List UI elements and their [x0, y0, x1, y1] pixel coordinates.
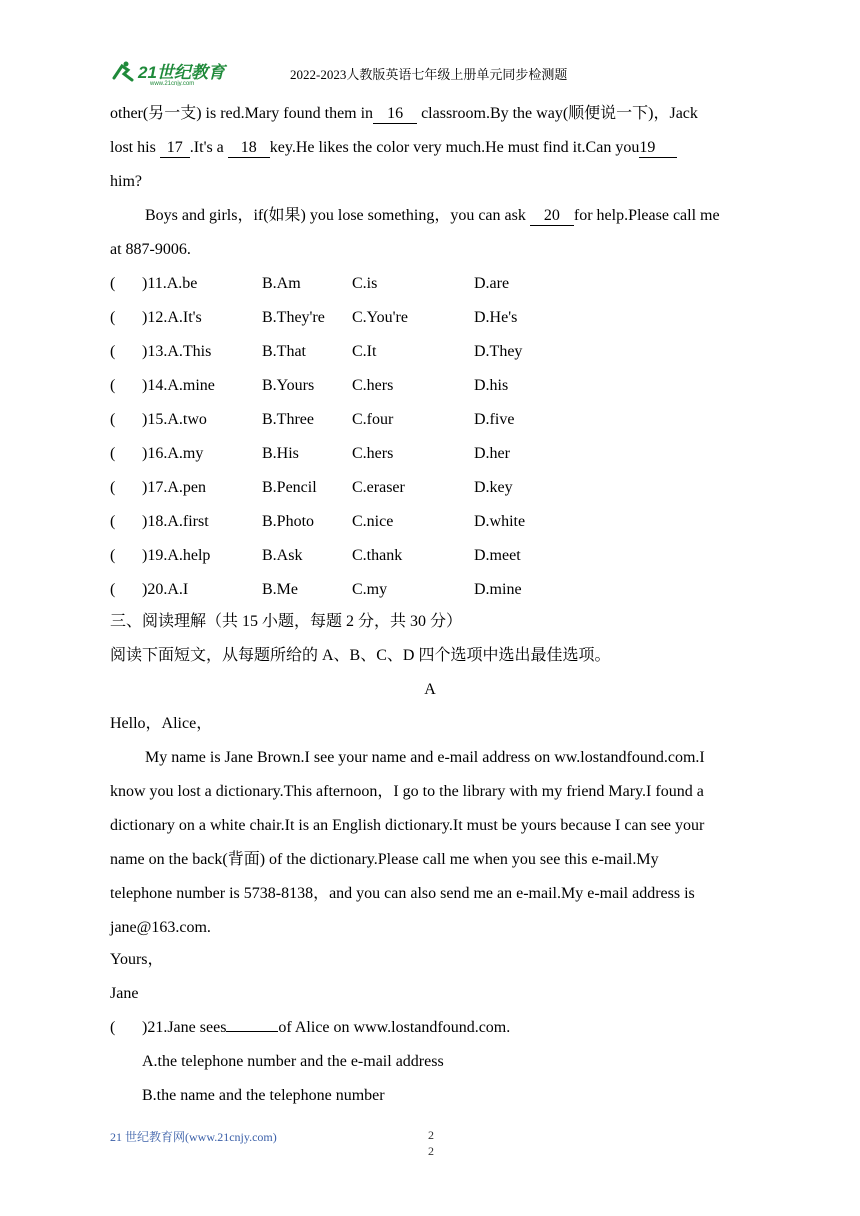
- question-stem: )21.Jane sees of Alice on www.lostandfound.com.: [142, 1019, 511, 1036]
- blank-17: 17: [160, 139, 190, 158]
- option-c: C.is: [352, 275, 378, 292]
- answer-paren[interactable]: (: [110, 513, 116, 530]
- option-a: )12.A.It's: [142, 309, 202, 326]
- option-b: B.Ask: [262, 547, 303, 564]
- letter-line-4: name on the back(背面) of the dictionary.Please call me when you see this e-mail.My: [110, 851, 659, 868]
- page-header: [110, 58, 760, 88]
- option-b: B.Photo: [262, 513, 315, 530]
- letter-line-1: My name is Jane Brown.I see your name and e-mail address on ww.lostandfound.com.I: [145, 749, 705, 766]
- option-d: D.meet: [474, 547, 521, 564]
- option-a: )11.A.be: [142, 275, 198, 292]
- option-d: D.are: [474, 275, 510, 292]
- option-b: B.Am: [262, 275, 301, 292]
- option-c: C.It: [352, 343, 377, 360]
- option-a: A.the telephone number and the e-mail address: [142, 1053, 444, 1070]
- option-b: B.That: [262, 343, 306, 360]
- option-d: D.key: [474, 479, 513, 496]
- option-c: C.my: [352, 581, 388, 598]
- passage-line-3: him?: [110, 173, 142, 190]
- letter-line-2: know you lost a dictionary.This afternoon，I go to the library with my friend Mary.I found a: [110, 783, 704, 800]
- answer-paren[interactable]: (: [110, 309, 116, 326]
- option-c: C.nice: [352, 513, 394, 530]
- logo-21cnjy: [110, 60, 270, 86]
- passage-label: A: [424, 681, 436, 698]
- blank-16: 16: [373, 105, 417, 124]
- option-a: )18.A.first: [142, 513, 209, 530]
- option-b: B.His: [262, 445, 299, 462]
- letter-line-3: dictionary on a white chair.It is an English dictionary.It must be yours because I can see your: [110, 817, 705, 834]
- option-d: D.his: [474, 377, 509, 394]
- option-c: C.eraser: [352, 479, 405, 496]
- blank-18: 18: [228, 139, 270, 158]
- section-instruction: 阅读下面短文，从每题所给的 A、B、C、D 四个选项中选出最佳选项。: [110, 647, 611, 664]
- answer-paren[interactable]: (: [110, 275, 116, 292]
- header-title: 2022-2023人教版英语七年级上册单元同步检测题: [290, 67, 568, 82]
- answer-paren[interactable]: (: [110, 377, 116, 394]
- option-c: C.thank: [352, 547, 403, 564]
- option-d: D.They: [474, 343, 523, 360]
- option-c: C.You're: [352, 309, 408, 326]
- option-c: C.four: [352, 411, 394, 428]
- blank-20: 20: [530, 207, 574, 226]
- option-a: )17.A.pen: [142, 479, 206, 496]
- option-a: )13.A.This: [142, 343, 212, 360]
- option-b: B.They're: [262, 309, 325, 326]
- answer-paren[interactable]: (: [110, 445, 116, 462]
- option-d: D.He's: [474, 309, 518, 326]
- blank-19: 19: [639, 139, 677, 158]
- passage-line-5: at 887-9006.: [110, 241, 191, 258]
- option-c: C.hers: [352, 445, 394, 462]
- letter-signature: Jane: [110, 985, 139, 1002]
- letter-line-5: telephone number is 5738-8138，and you can also send me an e-mail.My e-mail address is: [110, 885, 695, 902]
- option-d: D.white: [474, 513, 526, 530]
- page-number: 2: [428, 1144, 434, 1158]
- answer-paren[interactable]: (: [110, 581, 116, 598]
- letter-closing: Yours，: [110, 951, 164, 968]
- section-heading: 三、阅读理解（共 15 小题，每题 2 分，共 30 分）: [110, 613, 463, 630]
- answer-paren[interactable]: (: [110, 547, 116, 564]
- answer-paren[interactable]: (: [110, 343, 116, 360]
- passage-line-4: Boys and girls，if(如果) you lose something，you can ask 20 for help.Please call me: [145, 207, 720, 224]
- option-b: B.Pencil: [262, 479, 317, 496]
- option-b: B.Three: [262, 411, 314, 428]
- passage-line-2: lost his 17 .It's a 18 key.He likes the color very much.He must find it.Can you19: [110, 138, 677, 158]
- option-a: )14.A.mine: [142, 377, 215, 394]
- answer-paren[interactable]: (: [110, 411, 116, 428]
- option-a: )16.A.my: [142, 445, 204, 462]
- answer-blank: [226, 1031, 278, 1032]
- answer-paren[interactable]: (: [110, 1019, 116, 1036]
- svg-text:www.21cnjy.com: www.21cnjy.com: [150, 81, 195, 86]
- page-number: 2: [428, 1128, 434, 1142]
- passage-line-1: other(另一支) is red.Mary found them in 16 classroom.By the way(顺便说一下)，Jack: [110, 105, 698, 122]
- option-d: D.mine: [474, 581, 522, 598]
- option-c: C.hers: [352, 377, 394, 394]
- option-a: )19.A.help: [142, 547, 211, 564]
- option-d: D.five: [474, 411, 515, 428]
- option-a: )20.A.I: [142, 581, 189, 598]
- answer-paren[interactable]: (: [110, 479, 116, 496]
- letter-line-6: jane@163.com.: [110, 919, 211, 936]
- option-b: B.the name and the telephone number: [142, 1087, 385, 1104]
- letter-greeting: Hello，Alice，: [110, 715, 213, 732]
- svg-text:21世纪教育: 21世纪教育: [138, 63, 225, 82]
- footer-site-link[interactable]: 21 世纪教育网(www.21cnjy.com): [110, 1130, 277, 1144]
- option-d: D.her: [474, 445, 510, 462]
- option-b: B.Yours: [262, 377, 315, 394]
- option-a: )15.A.two: [142, 411, 207, 428]
- option-b: B.Me: [262, 581, 298, 598]
